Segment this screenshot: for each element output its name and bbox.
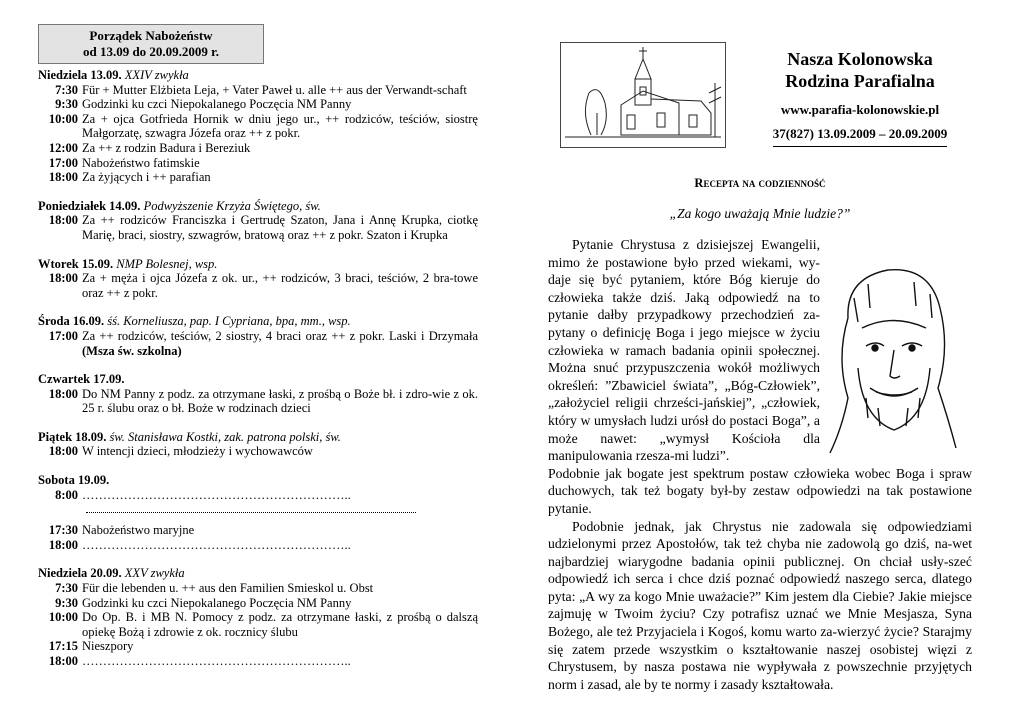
article-paragraph: Podobnie jak bogate jest spektrum postaw człowieka wobec Boga i spraw duchowych, tak też bogaty był-by zestaw odpowiedzi na tak postawione pytanie. [548,465,972,516]
mass-entry: 18:00 Za żyjących i ++ parafian [48,170,211,185]
mass-entry: 18:00 ……………………………………………………….. [48,654,351,668]
schedule-dates: od 13.09 do 20.09.2009 r. [82,44,220,59]
website-url: www.parafia-kolonowskie.pl [780,102,940,117]
dotted-separator [86,504,416,513]
mass-entry: 18:00 Za ++ rodziców Franciszka i Gertrudę Szaton, Jana i Annę Krupka, ciotkę Marię, braci, siostry, szwagrów, bratową oraz ++ z pokr. Szaton i Krupka [48,213,478,242]
mass-entry: 17:15 Nieszpory [48,639,134,654]
mass-entry: 18:00 Za + męża i ojca Józefa z ok. ur., ++ rodziców, 3 braci, teściów, 2 bra-towe oraz ++ z pokr. [48,271,478,300]
mass-entry: 7:30 Für + Mutter Elżbieta Leja, + Vater Paweł u. alle ++ aus der Verwandt-schaft [55,82,467,97]
article-paragraph: Podobnie jednak, jak Chrystus nie zadowala się odpowiedziami udzielonymi przez Apostołów, tak też chyba nie zadowolą go dziś, na-wet najbardziej wiarygodne badania opinii publicznej. On chciał usły-szeć odpowiedź ich serca i chce dziś poznać odpowiedź naszego serca, dlatego pyta: „A wy za kogo Mnie uważacie?” Kim jestem dla Ciebie? Jakie miejsce zajmuję w Twoim życiu? Czy potrafisz uznać we Mnie Mesjasza, Syna Bożego, ale też Przyjaciela i Kogoś, komu warto za-wierzyć życie? Starajmy się zatem przede wszystkim o kształtowanie naszej osobistej więzi z Chrystusem, by nasza postawa nie wypływała z powszechnie przyjętych norm i zasad, ale by te normy i zasady kształtowała. [548,518,972,692]
mass-entry: 10:00 Za + ojca Gotfrieda Hornik w dniu jego ur., ++ rodziców, teściów, siostrę Małgorzatę, szwagra Józefa oraz ++ z pokr. [48,111,478,141]
masthead [760,48,960,147]
mass-entry: 9:30 Godzinki ku czci Niepokalanego Poczęcia NM Panny [55,97,352,112]
article-paragraph: Pytanie Chrystusa z dzisiejszej Ewangelii, mimo że postawione było przed wiekami, wy-daje się być pytaniem, które Bóg kieruje do człowieka także dziś. Jaką odpowiedź na to pytanie dałby przypadkowy przechodzień za-pytany o definicję Boga i jego miejsce w życiu człowieka w ramach badania opinii społecznej. Można snuć przypuszczenia wokół możliwych określeń: ”Zbawiciel świata”, „Bóg-Człowiek”, „założyciel religii chrześci-jańskiej”, „człowiek, który w umysłach ludzi urósł do postaci Boga”, a może nawet: „wymysł Kościoła dla manipulowania rzesza-mi ludzi”. [548,237,820,464]
mass-entry: 12:00 Za ++ z rodzin Badura i Bereziuk [48,140,251,155]
mass-entry: 7:30 Für die lebenden u. ++ aus den Familien Smieskol u. Obst [55,581,374,596]
mass-entry: 9:30 Godzinki ku czci Niepokalanego Poczęcia NM Panny [55,595,352,610]
day-header: Poniedziałek 14.09. Podwyższenie Krzyża Świętego, św. [38,198,321,213]
issue-number: 37(827) 13.09.2009 – 20.09.2009 [773,126,947,147]
mass-entry: 18:00 ……………………………………………………….. [48,537,351,552]
schedule-title: Porządek Nabożeństw [89,28,213,43]
mass-entry: 18:00 W intencji dzieci, młodzieży i wychowawców [48,444,313,459]
day-header: Piątek 18.09. św. Stanisława Kostki, zak. patrona polski, św. [38,429,341,444]
mass-entry: 10:00 Do Op. B. i MB N. Pomocy z podz. za otrzymane łaski, z prośbą o dalszą opiekę Bożą i zdrowie z ok. rocznicy ślubu [48,610,478,639]
mass-entry: 8:00 ……………………………………………………….. [55,487,351,502]
day-header: Wtorek 15.09. NMP Bolesnej, wsp. [38,256,218,271]
day-header: Środa 16.09. śś. Korneliusza, pap. I Cypriana, bpa, mm., wsp. [38,314,351,329]
mass-entry: 17:00 Za ++ rodziców, teściów, 2 siostry, 4 braci oraz ++ z pokr. Laski i Drzymała (Msza św. szkolna) [48,328,478,358]
masthead-title-2: Rodzina Parafialna [785,71,935,91]
section-title: Recepta na codzienność [694,176,826,190]
mass-entry: 17:30 Nabożeństwo maryjne [48,523,195,538]
article-quote: „Za kogo uważają Mnie ludzie?” [669,206,851,221]
masthead-title-1: Nasza Kolonowska [787,49,933,69]
day-header: Sobota 19.09. [38,473,110,488]
day-header: Czwartek 17.09. [38,372,125,387]
article-body [548,236,972,693]
schedule-title-box [38,24,264,64]
day-header: Niedziela 13.09. XXIV zwykła [38,68,189,82]
day-header: Niedziela 20.09. XXV zwykła [38,566,185,581]
church-icon [561,43,725,147]
church-drawing [560,42,726,148]
mass-entry: 18:00 Do NM Panny z podz. za otrzymane łaski, z prośbą o Boże bł. i zdro-wie z ok. 25 r. ślubu oraz o bł. Boże w rodzinach dzieci [48,386,478,416]
mass-entry: 17:00 Nabożeństwo fatimskie [48,155,200,170]
mass-schedule [38,68,478,669]
